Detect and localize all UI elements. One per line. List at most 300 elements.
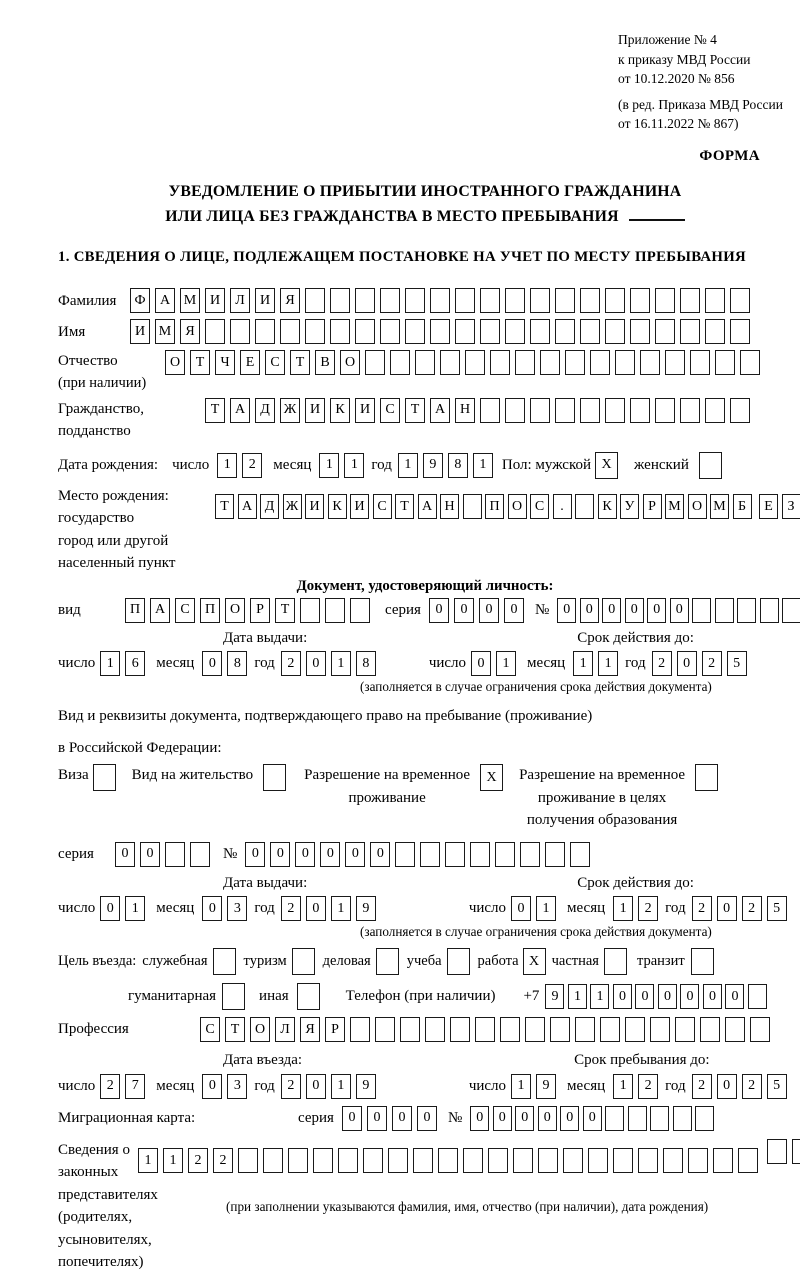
representatives-boxes-2: [767, 1139, 800, 1164]
char-box: 1: [163, 1148, 183, 1173]
char-box: 0: [602, 598, 621, 623]
char-box: 3: [227, 896, 247, 921]
stay-expiry-year-boxes: [692, 896, 792, 921]
char-box: [93, 764, 116, 791]
char-box: 0: [725, 984, 744, 1009]
char-box: [565, 350, 585, 375]
char-box: 0: [635, 984, 654, 1009]
year-label: год: [254, 897, 274, 920]
id-expiry-year-boxes: [652, 651, 752, 676]
char-box: [688, 1148, 708, 1173]
char-box: 5: [727, 651, 747, 676]
char-box: 0: [320, 842, 340, 867]
stay-issue-month-boxes: [202, 896, 252, 921]
char-box: [355, 319, 375, 344]
char-box: И: [205, 288, 225, 313]
day-label: число: [429, 652, 466, 675]
citizenship-label: Гражданство, подданство: [58, 398, 205, 443]
appendix-block: [618, 30, 792, 134]
char-box: [613, 1148, 633, 1173]
char-box: О: [250, 1017, 270, 1042]
stay-series-label: серия: [58, 843, 115, 866]
id-doc-row: [58, 598, 792, 623]
char-box: [690, 350, 710, 375]
char-box: Я: [300, 1017, 320, 1042]
char-box: 1: [100, 651, 120, 676]
stay-series-boxes: [115, 842, 215, 867]
day-label: число: [58, 652, 95, 675]
purpose-other-checkbox: [297, 983, 320, 1010]
id-series-boxes: [429, 598, 529, 623]
char-box: [430, 319, 450, 344]
char-box: 0: [677, 651, 697, 676]
char-box: 0: [295, 842, 315, 867]
char-box: 0: [504, 598, 524, 623]
char-box: [430, 288, 450, 313]
char-box: [490, 350, 510, 375]
char-box: [655, 319, 675, 344]
char-box: Е: [240, 350, 260, 375]
id-doc-heading: Документ, удостоверяющий личность:: [58, 578, 792, 595]
birth-place-boxes-col: [215, 485, 800, 527]
char-box: 0: [479, 598, 499, 623]
char-box: И: [355, 398, 375, 423]
residence-permit-checkbox: [263, 764, 286, 791]
entry-year-boxes: [281, 1074, 381, 1099]
char-box: 9: [536, 1074, 556, 1099]
surname-row: [58, 288, 792, 313]
char-box: С: [530, 494, 549, 519]
char-box: [222, 983, 245, 1010]
char-box: 9: [545, 984, 564, 1009]
birth-date-label: Дата рождения:: [58, 454, 158, 477]
purpose-study-label: учеба: [407, 951, 442, 973]
char-box: 0: [392, 1106, 412, 1131]
char-box: [680, 288, 700, 313]
char-box: 2: [242, 453, 262, 478]
char-box: [395, 842, 415, 867]
char-box: 1: [598, 651, 618, 676]
id-dates-row: [58, 651, 792, 676]
mig-number-label: №: [448, 1107, 462, 1130]
char-box: [263, 764, 286, 791]
char-box: [213, 948, 236, 975]
char-box: [255, 319, 275, 344]
month-label: месяц: [273, 454, 311, 477]
char-box: 9: [356, 1074, 376, 1099]
char-box: 1: [568, 984, 587, 1009]
purpose-work-label: работа: [478, 951, 519, 973]
char-box: [630, 288, 650, 313]
char-box: [605, 319, 625, 344]
form-title-line1: УВЕДОМЛЕНИЕ О ПРИБЫТИИ ИНОСТРАННОГО ГРАЖДАНИНА: [58, 179, 792, 204]
id-number-boxes: [557, 598, 800, 623]
stay-number-boxes: [245, 842, 595, 867]
char-box: 0: [306, 896, 326, 921]
char-box: [563, 1148, 583, 1173]
char-box: Р: [325, 1017, 345, 1042]
stay-doc-line2: в Российской Федерации:: [58, 737, 792, 760]
char-box: 0: [202, 1074, 222, 1099]
char-box: .: [553, 494, 572, 519]
char-box: О: [340, 350, 360, 375]
char-box: 0: [680, 984, 699, 1009]
char-box: 0: [625, 598, 644, 623]
month-label: месяц: [527, 652, 565, 675]
char-box: [700, 1017, 720, 1042]
char-box: 0: [270, 842, 290, 867]
char-box: [288, 1148, 308, 1173]
char-box: П: [200, 598, 220, 623]
char-box: [655, 398, 675, 423]
char-box: 0: [493, 1106, 512, 1131]
char-box: С: [175, 598, 195, 623]
char-box: [190, 842, 210, 867]
char-box: 0: [583, 1106, 602, 1131]
char-box: И: [130, 319, 150, 344]
purpose-study-checkbox: [447, 948, 470, 975]
char-box: Ч: [215, 350, 235, 375]
sex-female-checkbox: [699, 452, 722, 479]
char-box: [628, 1106, 647, 1131]
stay-expiry-day-boxes: [511, 896, 561, 921]
char-box: А: [238, 494, 257, 519]
char-box: [650, 1017, 670, 1042]
char-box: [615, 350, 635, 375]
char-box: [713, 1148, 733, 1173]
char-box: [792, 1139, 800, 1164]
char-box: [447, 948, 470, 975]
representatives-boxes-1: [138, 1148, 763, 1173]
purpose-private-checkbox: [604, 948, 627, 975]
char-box: 0: [613, 984, 632, 1009]
char-box: К: [328, 494, 347, 519]
purpose-humanitarian-checkbox: [222, 983, 245, 1010]
sex-male-label: Пол: мужской: [502, 454, 591, 477]
id-valid-until-label: Срок действия до:: [577, 627, 694, 650]
char-box: О: [688, 494, 707, 519]
char-box: Я: [280, 288, 300, 313]
id-expiry-day-boxes: [471, 651, 521, 676]
char-box: И: [305, 398, 325, 423]
char-box: 5: [767, 896, 787, 921]
birth-place-row: [58, 485, 792, 575]
purpose-row-2: [58, 983, 792, 1010]
char-box: [663, 1148, 683, 1173]
char-box: С: [373, 494, 392, 519]
char-box: 0: [370, 842, 390, 867]
char-box: [740, 350, 760, 375]
id-issue-year-boxes: [281, 651, 381, 676]
char-box: 2: [692, 896, 712, 921]
appendix-line: Приложение № 4: [618, 30, 792, 50]
char-box: [415, 350, 435, 375]
char-box: 0: [560, 1106, 579, 1131]
char-box: 2: [188, 1148, 208, 1173]
char-box: Ж: [283, 494, 302, 519]
month-label: месяц: [567, 897, 605, 920]
char-box: 1: [331, 1074, 351, 1099]
residence-permit-label: Вид на жительство: [132, 764, 253, 787]
char-box: [730, 288, 750, 313]
char-box: Я: [180, 319, 200, 344]
char-box: [500, 1017, 520, 1042]
char-box: [555, 319, 575, 344]
char-box: 2: [281, 896, 301, 921]
char-box: Т: [290, 350, 310, 375]
char-box: И: [350, 494, 369, 519]
char-box: [400, 1017, 420, 1042]
migration-card-label: Миграционная карта:: [58, 1107, 298, 1130]
char-box: М: [155, 319, 175, 344]
char-box: [605, 398, 625, 423]
char-box: [330, 319, 350, 344]
char-box: С: [200, 1017, 220, 1042]
id-series-label: серия: [385, 599, 421, 622]
stay-valid-until-label: Срок действия до:: [577, 872, 694, 895]
patronymic-boxes: [165, 350, 765, 375]
char-box: А: [418, 494, 437, 519]
char-box: [575, 1017, 595, 1042]
id-issue-month-boxes: [202, 651, 252, 676]
appendix-line: от 16.11.2022 № 867): [618, 114, 792, 134]
id-number-label: №: [535, 599, 549, 622]
representatives-label: Сведения о законных представителях (родителях, усыновителях, попечителях): [58, 1139, 138, 1274]
purpose-transit-label: транзит: [637, 951, 685, 973]
char-box: [605, 1106, 624, 1131]
char-box: [388, 1148, 408, 1173]
char-box: 2: [100, 1074, 120, 1099]
char-box: [390, 350, 410, 375]
char-box: 8: [448, 453, 468, 478]
char-box: [530, 319, 550, 344]
name-label: Имя: [58, 321, 130, 344]
char-box: [555, 288, 575, 313]
char-box: [540, 350, 560, 375]
char-box: 0: [306, 651, 326, 676]
char-box: 0: [658, 984, 677, 1009]
char-box: В: [315, 350, 335, 375]
char-box: 8: [356, 651, 376, 676]
purpose-row: [58, 948, 792, 975]
profession-row: [58, 1017, 792, 1042]
doc-type-boxes: [125, 598, 375, 623]
visa-checkbox: [93, 764, 116, 791]
char-box: Т: [405, 398, 425, 423]
char-box: [350, 1017, 370, 1042]
char-box: [738, 1148, 758, 1173]
char-box: [505, 319, 525, 344]
char-box: Д: [260, 494, 279, 519]
char-box: X: [595, 452, 618, 479]
char-box: [782, 598, 800, 623]
month-label: месяц: [156, 897, 194, 920]
stay-doc-type-row: [58, 764, 792, 832]
char-box: О: [508, 494, 527, 519]
char-box: [513, 1148, 533, 1173]
birth-month-boxes: [319, 453, 369, 478]
mig-series-boxes: [342, 1106, 442, 1131]
birth-place-label: Место рождения: государство город или другой населенный пункт: [58, 485, 215, 575]
char-box: [580, 398, 600, 423]
char-box: [588, 1148, 608, 1173]
char-box: [376, 948, 399, 975]
char-box: Е: [759, 494, 778, 519]
purpose-work-checkbox: [523, 948, 546, 975]
char-box: [550, 1017, 570, 1042]
char-box: Т: [225, 1017, 245, 1042]
purpose-transit-checkbox: [691, 948, 714, 975]
stay-issue-day-boxes: [100, 896, 150, 921]
birth-place-boxes-1: [215, 494, 755, 519]
char-box: [465, 350, 485, 375]
char-box: [505, 398, 525, 423]
char-box: 1: [536, 896, 556, 921]
char-box: 0: [245, 842, 265, 867]
char-box: [748, 984, 767, 1009]
char-box: А: [155, 288, 175, 313]
char-box: 1: [138, 1148, 158, 1173]
char-box: [205, 319, 225, 344]
month-label: месяц: [156, 1075, 194, 1098]
char-box: 0: [557, 598, 576, 623]
char-box: 0: [647, 598, 666, 623]
entry-date-label: Дата въезда:: [223, 1049, 302, 1072]
char-box: [480, 288, 500, 313]
citizenship-boxes: [205, 398, 755, 423]
appendix-line: (в ред. Приказа МВД России: [618, 95, 792, 115]
char-box: 1: [511, 1074, 531, 1099]
char-box: 0: [306, 1074, 326, 1099]
char-box: [699, 452, 722, 479]
char-box: 9: [356, 896, 376, 921]
char-box: 0: [115, 842, 135, 867]
char-box: К: [330, 398, 350, 423]
char-box: [580, 319, 600, 344]
char-box: 0: [417, 1106, 437, 1131]
purpose-tourism-label: туризм: [244, 951, 287, 973]
char-box: 2: [281, 651, 301, 676]
char-box: 0: [342, 1106, 362, 1131]
char-box: С: [265, 350, 285, 375]
char-box: О: [225, 598, 245, 623]
char-box: [665, 350, 685, 375]
char-box: 0: [345, 842, 365, 867]
purpose-business-checkbox: [376, 948, 399, 975]
char-box: [570, 842, 590, 867]
birth-day-boxes: [217, 453, 267, 478]
char-box: [695, 1106, 714, 1131]
char-box: 8: [227, 651, 247, 676]
id-expiry-month-boxes: [573, 651, 623, 676]
purpose-tourism-checkbox: [292, 948, 315, 975]
char-box: [280, 319, 300, 344]
year-label: год: [254, 1075, 274, 1098]
char-box: [530, 288, 550, 313]
day-label: число: [469, 1075, 506, 1098]
char-box: [505, 288, 525, 313]
phone-boxes: [545, 984, 770, 1009]
char-box: [545, 842, 565, 867]
char-box: М: [180, 288, 200, 313]
char-box: А: [430, 398, 450, 423]
char-box: [440, 350, 460, 375]
stay-issue-date-label: Дата выдачи:: [223, 872, 307, 895]
char-box: [538, 1148, 558, 1173]
day-label: число: [172, 454, 209, 477]
stay-dates-row: [58, 896, 792, 921]
mig-number-boxes: [470, 1106, 718, 1131]
char-box: 1: [613, 1074, 633, 1099]
rvp-edu-label: Разрешение на временное проживание в целях получения образования: [519, 764, 685, 832]
form-title-line2: ИЛИ ЛИЦА БЕЗ ГРАЖДАНСТВА В МЕСТО ПРЕБЫВАНИЯ: [58, 204, 792, 229]
char-box: [363, 1148, 383, 1173]
char-box: Т: [215, 494, 234, 519]
char-box: 2: [281, 1074, 301, 1099]
day-label: число: [469, 897, 506, 920]
char-box: [580, 288, 600, 313]
char-box: [313, 1148, 333, 1173]
char-box: 2: [638, 896, 658, 921]
representatives-row: [58, 1139, 792, 1274]
purpose-official-checkbox: [213, 948, 236, 975]
char-box: Т: [395, 494, 414, 519]
char-box: 7: [125, 1074, 145, 1099]
month-label: месяц: [156, 652, 194, 675]
stay-until-year-boxes: [692, 1074, 792, 1099]
year-label: год: [371, 454, 391, 477]
char-box: X: [480, 764, 503, 791]
char-box: 2: [742, 896, 762, 921]
surname-label: Фамилия: [58, 290, 130, 313]
char-box: 0: [429, 598, 449, 623]
char-box: [488, 1148, 508, 1173]
char-box: 0: [471, 651, 491, 676]
year-label: год: [254, 652, 274, 675]
sex-female-label: женский: [634, 454, 689, 477]
citizenship-row: [58, 398, 792, 443]
char-box: 2: [692, 1074, 712, 1099]
phone-label: Телефон (при наличии): [346, 985, 496, 1008]
section1-heading: 1. СВЕДЕНИЯ О ЛИЦЕ, ПОДЛЕЖАЩЕМ ПОСТАНОВКЕ НА УЧЕТ ПО МЕСТУ ПРЕБЫВАНИЯ: [58, 249, 792, 266]
char-box: Ф: [130, 288, 150, 313]
char-box: [625, 1017, 645, 1042]
char-box: [463, 494, 482, 519]
char-box: [365, 350, 385, 375]
char-box: [650, 1106, 669, 1131]
char-box: [305, 319, 325, 344]
char-box: 0: [470, 1106, 489, 1131]
char-box: С: [380, 398, 400, 423]
char-box: [475, 1017, 495, 1042]
char-box: [520, 842, 540, 867]
char-box: [230, 319, 250, 344]
char-box: [455, 319, 475, 344]
char-box: 2: [638, 1074, 658, 1099]
char-box: [305, 288, 325, 313]
char-box: [640, 350, 660, 375]
char-box: М: [710, 494, 729, 519]
char-box: [655, 288, 675, 313]
char-box: 2: [742, 1074, 762, 1099]
char-box: [405, 288, 425, 313]
char-box: [605, 288, 625, 313]
char-box: [438, 1148, 458, 1173]
char-box: 0: [511, 896, 531, 921]
entry-dates-row: [58, 1074, 792, 1099]
char-box: [715, 598, 734, 623]
year-label: год: [625, 652, 645, 675]
